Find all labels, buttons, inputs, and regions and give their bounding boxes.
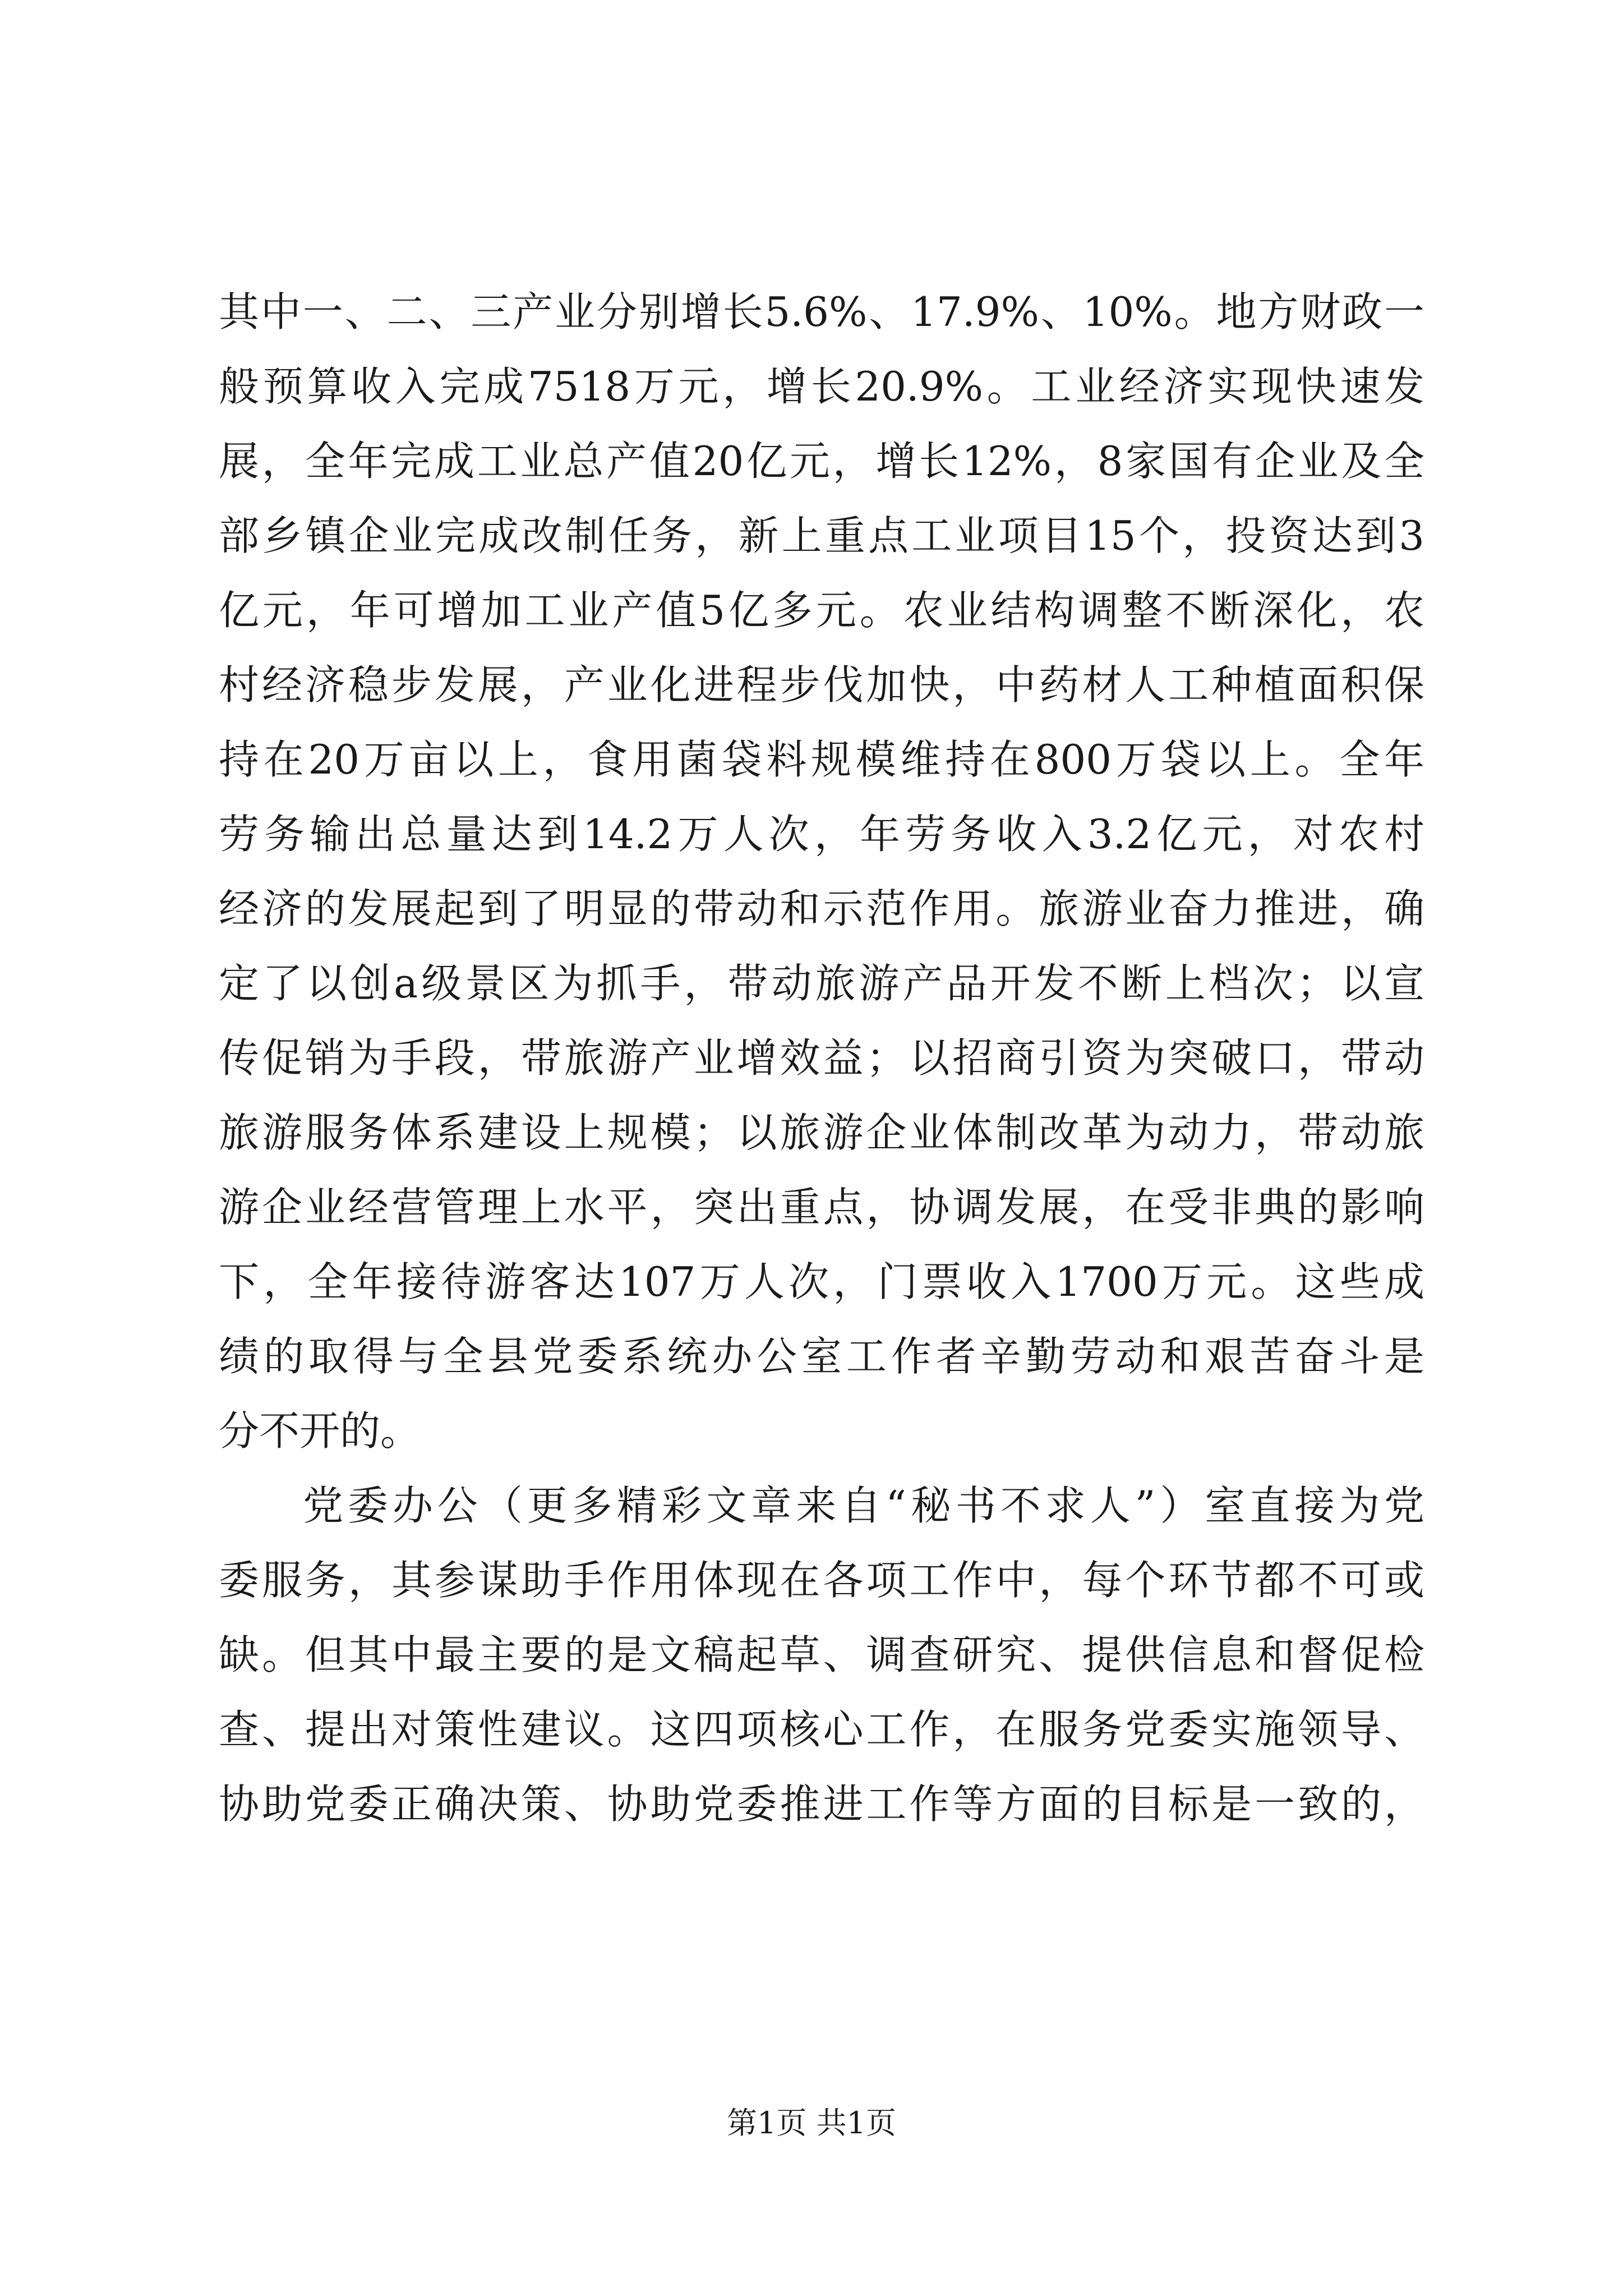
text-line: 委服务，其参谋助手作用体现在各项工作中，每个环节都不可或 [219, 1557, 1424, 1604]
text-line: 绩的取得与全县党委系统办公室工作者辛勤劳动和艰苦奋斗是 [219, 1333, 1424, 1380]
text-line: 缺。但其中最主要的是文稿起草、调查研究、提供信息和督促检 [219, 1631, 1424, 1678]
body-text [219, 275, 1424, 1842]
text-line: 村经济稳步发展，产业化进程步伐加快，中药材人工种植面积保 [219, 661, 1424, 708]
text-line: 其中一、二、三产业分别增长5.6%、17.9%、10%。地方财政一 [219, 288, 1424, 335]
text-line: 般预算收入完成7518万元，增长20.9%。工业经济实现快速发 [219, 363, 1424, 410]
text-line: 劳务输出总量达到14.2万人次，年劳务收入3.2亿元，对农村 [219, 811, 1424, 858]
text-line: 经济的发展起到了明显的带动和示范作用。旅游业奋力推进，确 [219, 885, 1424, 932]
paragraph-first-line: 党委办公（更多精彩文章来自“秘书不求人”）室直接为党 [303, 1482, 1424, 1529]
text-line: 协助党委正确决策、协助党委推进工作等方面的目标是一致的， [219, 1780, 1424, 1828]
text-line: 分不开的。 [219, 1407, 421, 1455]
text-line: 持在20万亩以上，食用菌袋料规模维持在800万袋以上。全年 [219, 736, 1424, 783]
text-line: 游企业经营管理上水平，突出重点，协调发展，在受非典的影响 [219, 1184, 1424, 1231]
text-line: 展，全年完成工业总产值20亿元，增长12%，8家国有企业及全 [219, 438, 1424, 485]
text-line: 亿元，年可增加工业产值5亿多元。农业结构调整不断深化，农 [219, 587, 1424, 634]
page-footer: 第1页 共1页 [727, 2105, 896, 2141]
text-line: 部乡镇企业完成改制任务，新上重点工业项目15个，投资达到3 [219, 512, 1424, 559]
text-line: 定了以创a级景区为抓手，带动旅游产品开发不断上档次；以宣 [219, 960, 1424, 1007]
text-line: 旅游服务体系建设上规模；以旅游企业体制改革为动力，带动旅 [219, 1109, 1424, 1156]
text-line: 查、提出对策性建议。这四项核心工作，在服务党委实施领导、 [219, 1706, 1424, 1753]
text-line: 传促销为手段，带旅游产业增效益；以招商引资为突破口，带动 [219, 1034, 1424, 1082]
text-line: 下，全年接待游客达107万人次，门票收入1700万元。这些成 [219, 1258, 1424, 1305]
